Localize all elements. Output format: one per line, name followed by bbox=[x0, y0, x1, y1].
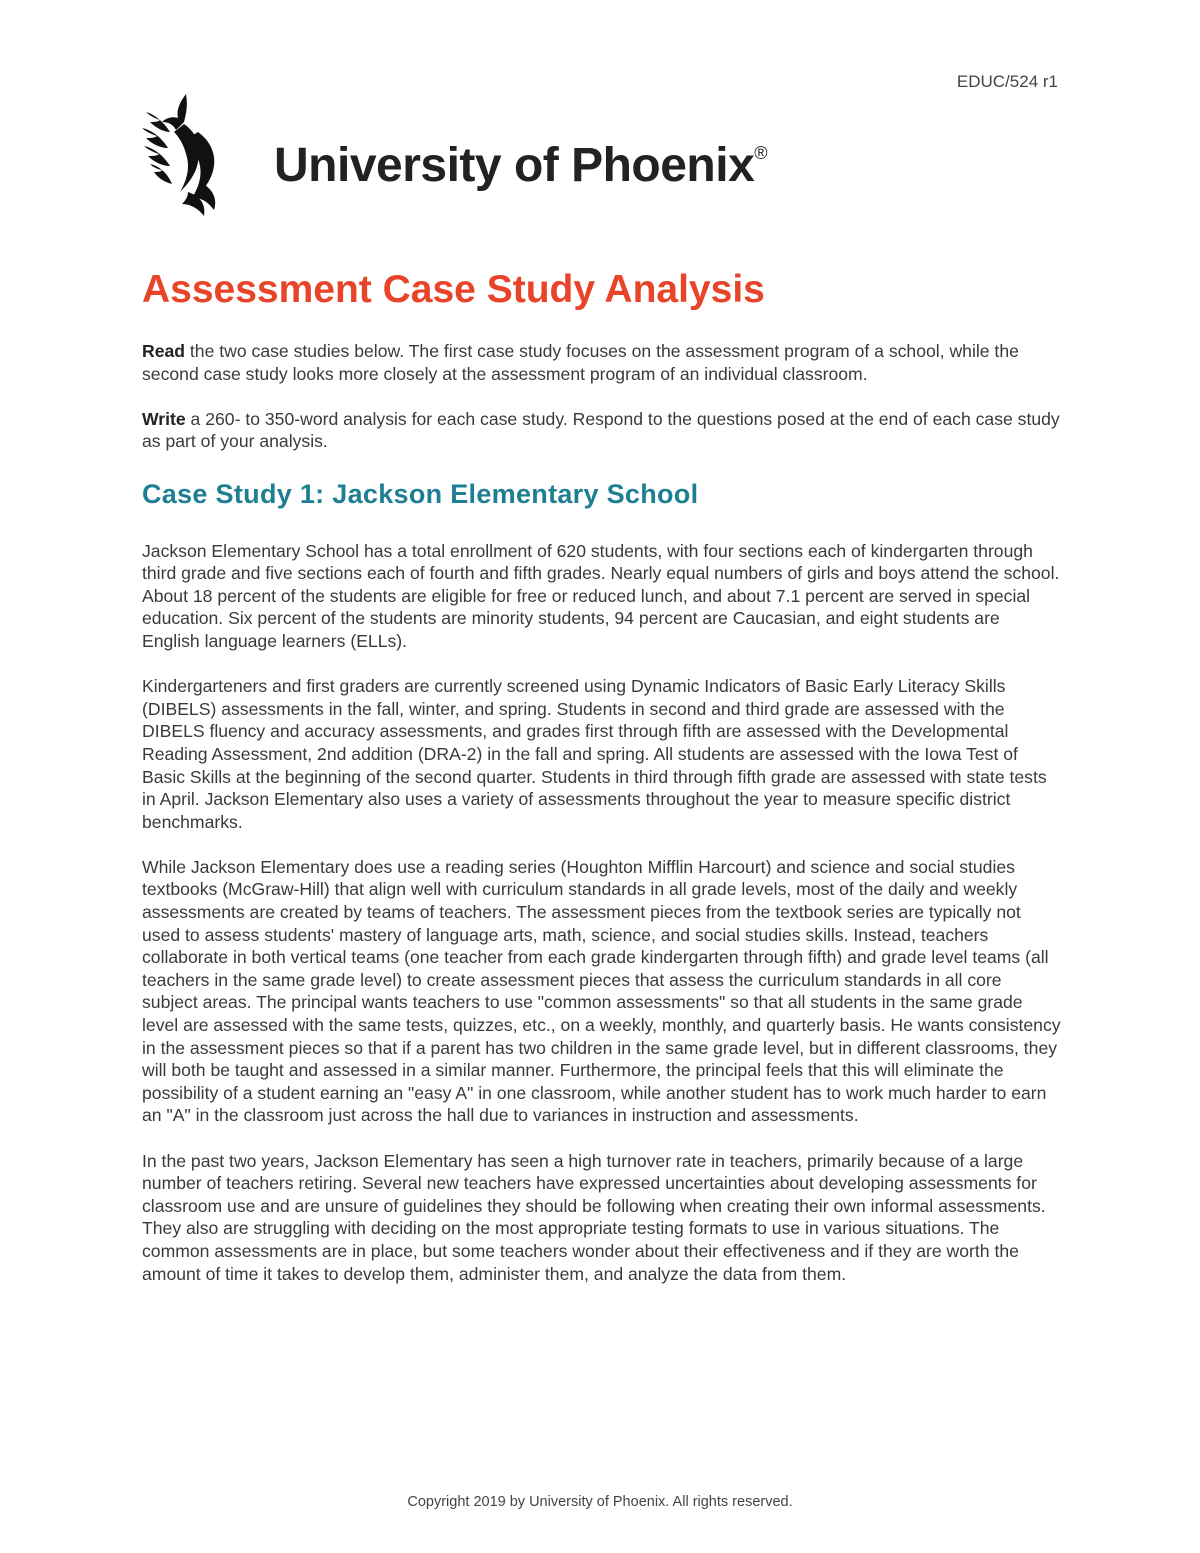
logo-wordmark-text: University of Phoenix bbox=[274, 139, 755, 192]
registered-mark: ® bbox=[754, 143, 768, 163]
university-logo bbox=[140, 92, 780, 222]
case-study-1-paragraph: In the past two years, Jackson Elementary has seen a high turnover rate in teachers, primarily because of a large number of teachers retiring. Several new teachers have expressed uncertainties about developing assessments for classroom use and are unsure of guidelines they should be following when creating their own informal assessments. They also are struggling with deciding on the most appropriate testing formats to use in various situations. The common assessments are in place, but some teachers wonder about their effectiveness and if they are worth the amount of time it takes to develop them, administer them, and analyze the data from them. bbox=[142, 1150, 1046, 1284]
document-title: Assessment Case Study Analysis bbox=[142, 268, 765, 311]
case-study-1-heading: Case Study 1: Jackson Elementary School bbox=[142, 478, 699, 509]
instruction-write bbox=[142, 408, 1062, 453]
instruction-write-text: a 260- to 350-word analysis for each case study. Respond to the questions posed at the end of each case study as part of your analysis. bbox=[142, 408, 1060, 452]
instruction-read bbox=[142, 340, 1062, 385]
instruction-read-text: the two case studies below. The first case study focuses on the assessment program of a school, while the second case study looks more closely at the assessment program of an individual classroom. bbox=[142, 341, 1019, 384]
phoenix-bird-icon bbox=[140, 92, 270, 222]
copyright-footer: Copyright 2019 by University of Phoenix. All rights reserved. bbox=[407, 1494, 793, 1510]
instruction-write-lead: Write bbox=[142, 408, 186, 429]
case-study-1-paragraph: Kindergarteners and first graders are currently screened using Dynamic Indicators of Basic Early Literacy Skills (DIBELS) assessments in the fall, winter, and spring. Students in second and third grade are assessed with the DIBELS fluency and accuracy assessments, and grades first through fifth are assessed with the Developmental Reading Assessment, 2nd addition (DRA-2) in the fall and spring. All students are assessed with the Iowa Test of Basic Skills at the beginning of the second quarter. Students in third through fifth grade are assessed with state tests in April. Jackson Elementary also uses a variety of assessments throughout the year to measure specific district benchmarks. bbox=[142, 676, 1047, 832]
instruction-read-lead: Read bbox=[142, 341, 186, 361]
logo-wordmark bbox=[274, 138, 767, 193]
case-study-1-paragraph: While Jackson Elementary does use a reading series (Houghton Mifflin Harcourt) and science and social studies textbooks (McGraw-Hill) that align well with curriculum standards in all grade levels, most of the daily and weekly assessments are created by teams of teachers. The assessment pieces from the textbook series are typically not used to assess students' mastery of language arts, math, science, and social studies skills. Instead, teachers collaborate in both vertical teams (one teacher from each grade kindergarten through fifth) and grade level teams (all teachers in the same grade level) to create assessment pieces that assess the curriculum standards in all core subject areas. The principal wants teachers to use "common assessments" so that all students in the same grade level are assessed with the same tests, quizzes, etc., on a weekly, monthly, and quarterly basis. He wants consistency in the assessment pieces so that if a parent has two children in the same grade level, but in different classrooms, they will both be taught and assessed in a similar manner. Furthermore, the principal feels that this will eliminate the possibility of a student earning an "easy A" in one classroom, while another student has to work much harder to earn an "A" in the classroom just across the hall due to variances in instruction and assessments. bbox=[142, 856, 1061, 1126]
case-study-1-paragraph: Jackson Elementary School has a total enrollment of 620 students, with four sections each of kindergarten through third grade and five sections each of fourth and fifth grades. Nearly equal numbers of girls and boys attend the school. About 18 percent of the students are eligible for free or reduced lunch, and about 7.1 percent are served in special education. Six percent of the students are minority students, 94 percent are Caucasian, and eight students are English language learners (ELLs). bbox=[142, 540, 1060, 651]
course-code: EDUC/524 r1 bbox=[956, 72, 1058, 91]
document-body bbox=[142, 340, 1062, 1308]
